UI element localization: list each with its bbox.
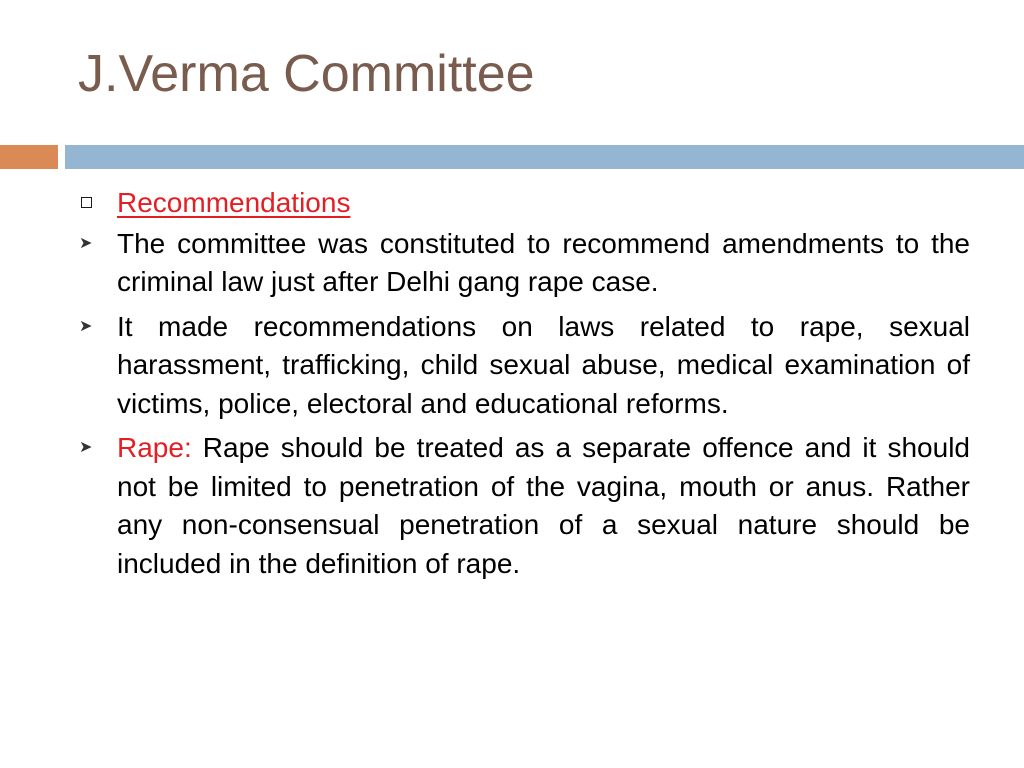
recommendations-heading: Recommendations: [117, 187, 351, 218]
bullet-text: It made recommendations on laws related to rape, sexual harassment, trafficking, child sexual abuse, medical examination of victims, police, electoral and educational reforms.: [117, 310, 970, 419]
slide-title: J.Verma Committee: [78, 45, 535, 103]
accent-bar-blue: [65, 145, 1024, 169]
recommendations-heading-item: [78, 184, 970, 223]
slide-content: [78, 184, 970, 589]
bullet-text: The committee was constituted to recommend amendments to the criminal law just after Delhi gang rape case.: [117, 227, 970, 297]
arrowhead-bullet-icon: ➤: [79, 234, 93, 252]
bullet-item-recommendations: [78, 308, 970, 424]
arrowhead-bullet-icon: ➤: [79, 317, 93, 335]
arrowhead-bullet-icon: ➤: [79, 439, 93, 456]
bullet-text: Rape should be treated as a separate offence and it should not be limited to penetration of the vagina, mouth or anus. Rather any non-consensual penetration of a sexual nature should be included in the definition of rape.: [117, 432, 970, 579]
accent-bar-orange: [0, 145, 58, 169]
bullet-item-committee: [78, 225, 970, 302]
square-bullet-icon: [81, 197, 92, 208]
bullet-item-rape: [78, 429, 970, 583]
bullet-lead: Rape:: [117, 432, 192, 463]
